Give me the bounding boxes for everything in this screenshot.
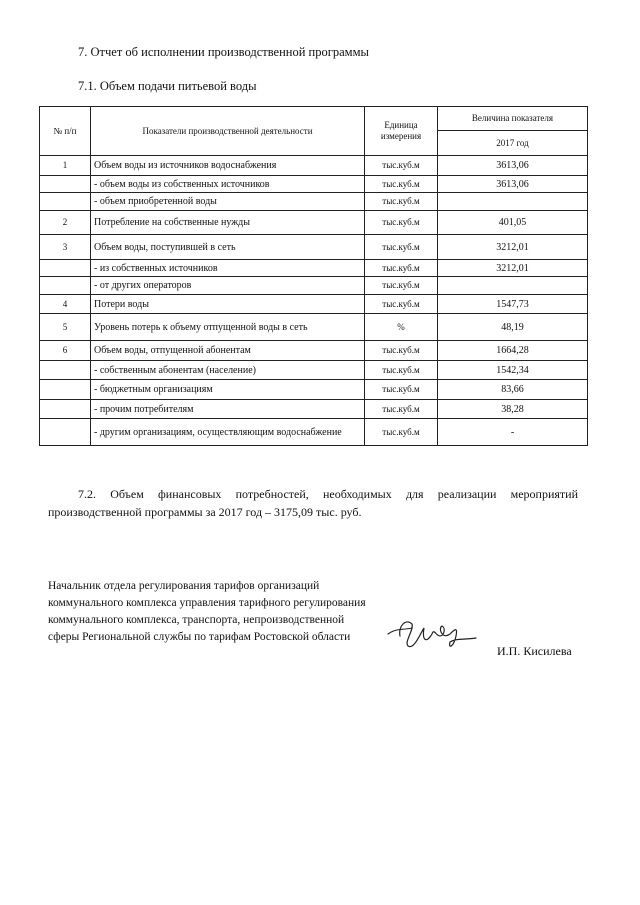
row-num: 1: [40, 156, 91, 176]
row-unit: тыс.куб.м: [365, 176, 438, 193]
row-num: 6: [40, 341, 91, 361]
row-num: 5: [40, 314, 91, 341]
row-value: [438, 193, 588, 211]
row-label: - объем воды из собственных источников: [91, 176, 365, 193]
row-value: -: [438, 419, 588, 446]
section-7-1-title: 7.1. Объем подачи питьевой воды: [78, 79, 257, 93]
row-num: [40, 380, 91, 400]
table-row: [40, 277, 588, 295]
table-row: [40, 260, 588, 277]
table-row: [40, 380, 588, 400]
row-value: [438, 277, 588, 295]
row-value: 3613,06: [438, 176, 588, 193]
table-row: [40, 400, 588, 419]
row-label: Потребление на собственные нужды: [91, 211, 365, 235]
signatory-position: Начальник отдела регулирования тарифов организаций коммунального комплекса управления тарифного регулирования коммунального комплекса, транспорта, непроизводственной сферы Региональной службы по тарифам Ростовской области: [48, 580, 366, 643]
row-value: 3212,01: [438, 260, 588, 277]
table-row: [40, 176, 588, 193]
table-row: [40, 235, 588, 260]
row-unit: %: [365, 314, 438, 341]
row-num: [40, 193, 91, 211]
row-label: - из собственных источников: [91, 260, 365, 277]
table-row: [40, 295, 588, 314]
row-num: 2: [40, 211, 91, 235]
table-row: [40, 156, 588, 176]
row-unit: тыс.куб.м: [365, 341, 438, 361]
row-num: [40, 400, 91, 419]
row-label: Уровень потерь к объему отпущенной воды в сеть: [91, 314, 365, 341]
header-year: 2017 год: [438, 131, 588, 156]
row-unit: тыс.куб.м: [365, 277, 438, 295]
row-value: 1547,73: [438, 295, 588, 314]
row-unit: тыс.куб.м: [365, 380, 438, 400]
row-label: - бюджетным организациям: [91, 380, 365, 400]
header-indicator: Показатели производственной деятельности: [91, 107, 365, 156]
row-unit: тыс.куб.м: [365, 211, 438, 235]
table-row: [40, 419, 588, 446]
table-row: [40, 211, 588, 235]
row-num: [40, 419, 91, 446]
row-unit: тыс.куб.м: [365, 193, 438, 211]
row-unit: тыс.куб.м: [365, 235, 438, 260]
row-num: 4: [40, 295, 91, 314]
water-supply-table: [39, 106, 588, 446]
row-unit: тыс.куб.м: [365, 400, 438, 419]
row-label: - от других операторов: [91, 277, 365, 295]
row-num: [40, 260, 91, 277]
row-value: 401,05: [438, 211, 588, 235]
signatory-name: И.П. Кисилева: [497, 644, 572, 658]
row-value: 38,28: [438, 400, 588, 419]
row-unit: тыс.куб.м: [365, 295, 438, 314]
row-unit: тыс.куб.м: [365, 156, 438, 176]
row-label: - другим организациям, осуществляющим водоснабжение: [91, 419, 365, 446]
row-label: Потери воды: [91, 295, 365, 314]
row-value: 83,66: [438, 380, 588, 400]
row-num: [40, 277, 91, 295]
row-label: - объем приобретенной воды: [91, 193, 365, 211]
section-7-title: 7. Отчет об исполнении производственной программы: [78, 45, 369, 59]
row-unit: тыс.куб.м: [365, 260, 438, 277]
row-value: 1542,34: [438, 361, 588, 380]
table-row: [40, 361, 588, 380]
row-value: 48,19: [438, 314, 588, 341]
row-label: Объем воды, поступившей в сеть: [91, 235, 365, 260]
row-num: 3: [40, 235, 91, 260]
handwritten-signature: [378, 606, 478, 656]
row-num: [40, 361, 91, 380]
row-unit: тыс.куб.м: [365, 419, 438, 446]
table-row: [40, 314, 588, 341]
row-unit: тыс.куб.м: [365, 361, 438, 380]
header-unit: Единица измерения: [365, 107, 438, 156]
row-label: Объем воды из источников водоснабжения: [91, 156, 365, 176]
row-value: 1664,28: [438, 341, 588, 361]
row-value: 3613,06: [438, 156, 588, 176]
row-label: Объем воды, отпущенной абонентам: [91, 341, 365, 361]
header-num: № п/п: [40, 107, 91, 156]
table-row: [40, 341, 588, 361]
header-value-group: Величина показателя: [438, 107, 588, 131]
row-num: [40, 176, 91, 193]
table-row: [40, 193, 588, 211]
row-value: 3212,01: [438, 235, 588, 260]
section-7-2-text: 7.2. Объем финансовых потребностей, необходимых для реализации мероприятий производственной программы за 2017 год – 3175,09 тыс. руб.: [48, 487, 578, 519]
row-label: - собственным абонентам (население): [91, 361, 365, 380]
row-label: - прочим потребителям: [91, 400, 365, 419]
